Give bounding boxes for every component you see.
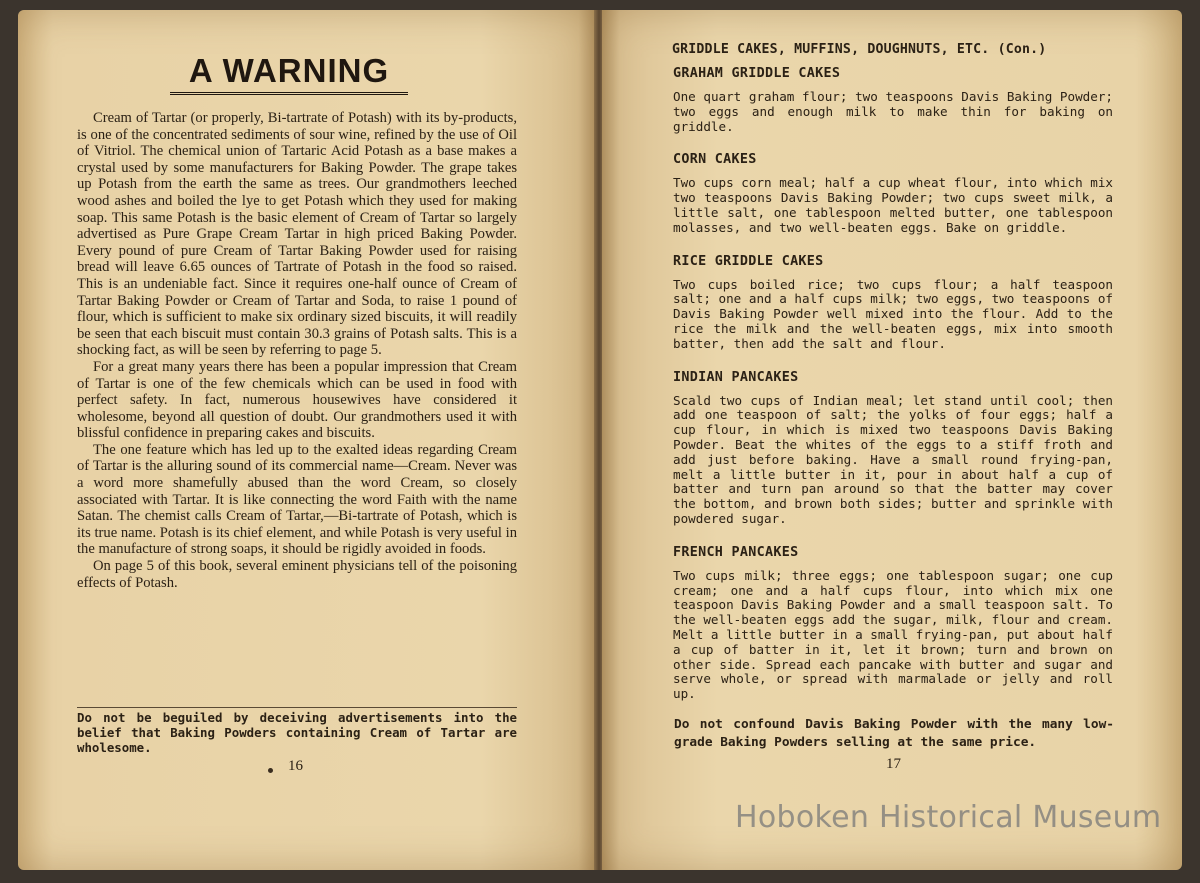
- recipe: [673, 370, 1113, 527]
- watermark: Hoboken Historical Museum: [735, 800, 1162, 835]
- recipe: [673, 254, 1113, 352]
- recipe: [673, 152, 1113, 235]
- page-number: 17: [886, 756, 901, 772]
- recipe-title: GRAHAM GRIDDLE CAKES: [673, 66, 841, 81]
- right-page: [602, 10, 1182, 870]
- paragraph: For a great many years there has been a popular impression that Cream of Tartar is one of the few chemicals which can be used in food with perfect safety. In fact, numerous housewives have considered it wholesome, beyond all question of doubt. Our grandmothers used it with blissful confidence in preparing cakes and biscuits.: [77, 358, 517, 442]
- recipe-list: [673, 66, 1113, 720]
- paragraph: On page 5 of this book, several eminent physicians tell of the poisoning effects of Potash.: [77, 558, 517, 591]
- recipe-title: FRENCH PANCAKES: [673, 544, 799, 560]
- left-page: [18, 10, 596, 870]
- page-title: A WARNING: [170, 52, 408, 95]
- ink-dot: [268, 768, 273, 773]
- recipe-text: Scald two cups of Indian meal; let stand until cool; then add one teaspoon of salt; the yolks of four eggs; half a cup flour, in which is mixed two teaspoons Davis Baking Powder. Beat the whites of the eggs to a stiff froth and add just before baking. Have a small round frying-pan, melt a little butter in it, pour in about half a cup of batter and turn pan around so that the batter may cover the bottom, and brown both sides; butter and sprinkle with powdered sugar.: [673, 392, 1113, 526]
- running-head: GRIDDLE CAKES, MUFFINS, DOUGHNUTS, ETC. (Con.): [672, 42, 1047, 57]
- left-footnote: Do not be beguiled by deceiving advertisements into the belief that Baking Powders containing Cream of Tartar are wholesome.: [77, 707, 517, 755]
- recipe-text: Two cups corn meal; half a cup wheat flour, into which mix two teaspoons Davis Baking Powder; two cups sweet milk, a little salt, one tablespoon melted butter, one tablespoon molasses, and two well-beaten eggs. Bake on griddle.: [673, 175, 1113, 235]
- paragraph: The one feature which has led up to the exalted ideas regarding Cream of Tartar is the alluring sound of its commercial name—Cream. Never was a word more shamefully abused than the word Cream, so closely associated with Tartar. It is like connecting the word Faith with the name Satan. The chemist calls Cream of Tartar,—Bi-tartrate of Potash, which is its true name. Potash is its chief element, and while Potash is very useful in the manufacture of strong soaps, it should be rigidly avoided in foods.: [77, 441, 517, 558]
- warning-body: [77, 110, 517, 591]
- right-footnote: Do not confound Davis Baking Powder with the many low-grade Baking Powders selling at the same price.: [674, 717, 1114, 750]
- recipe-title: INDIAN PANCAKES: [673, 369, 799, 385]
- recipe-title: RICE GRIDDLE CAKES: [673, 253, 824, 269]
- recipe-text: Two cups milk; three eggs; one tablespoon sugar; one cup cream; one and a half cups flour, into which mix one teaspoon Davis Baking Powder and a small teaspoon salt. To the well-beaten eggs add the sugar, milk, flour and cream. Melt a little butter in a small frying-pan, put about half a cup of batter in it, let it brown; turn and brown on other side. Spread each pancake with butter and sugar and serve whole, or spread with marmalade or jelly and roll up.: [673, 567, 1113, 702]
- recipe-text: One quart graham flour; two teaspoons Davis Baking Powder; two eggs and enough milk to make thin for baking on griddle.: [673, 89, 1113, 134]
- paragraph: Cream of Tartar (or properly, Bi-tartrate of Potash) with its by-products, is one of the concentrated sediments of sour wine, refined by the use of Oil of Vitriol. The chemical union of Tartaric Acid Potash as a base makes a crystal used by some manufacturers for Baking Powder. The grape takes up Potash from the earth the same as trees. Our grandmothers leeched wood ashes and boiled the lye to get Potash which they used for making soap. This same Potash is the basic element of Cream of Tartar so largely advertised as Pure Grape Cream Tartar in high priced Baking Powder. Every pound of pure Cream of Tartar Baking Powder used for raising bread will leave 6.65 ounces of Tartrate of Potash in the food so raised. This is an undeniable fact. Since it requires one-half ounce of Cream of Tartar Baking Powder or Cream of Tartar and Soda, to raise 1 pound of flour, which is sufficient to make six ordinary sized biscuits, it will readily be seen that each biscuit must contain 30.3 grains of Potash salts. This is a shocking fact, as will be seen by referring to page 5.: [77, 110, 517, 359]
- recipe-text: Two cups boiled rice; two cups flour; a half teaspoon salt; one and a half cups milk; two eggs, two teaspoons of Davis Baking Powder well mixed into the flour. Add to the rice the milk and the well-beaten eggs, mix into smooth batter, then add the salt and flour.: [673, 276, 1113, 351]
- page-number: 16: [288, 758, 303, 774]
- recipe: [673, 545, 1113, 702]
- recipe-title: CORN CAKES: [673, 152, 757, 168]
- recipe: [673, 66, 1113, 134]
